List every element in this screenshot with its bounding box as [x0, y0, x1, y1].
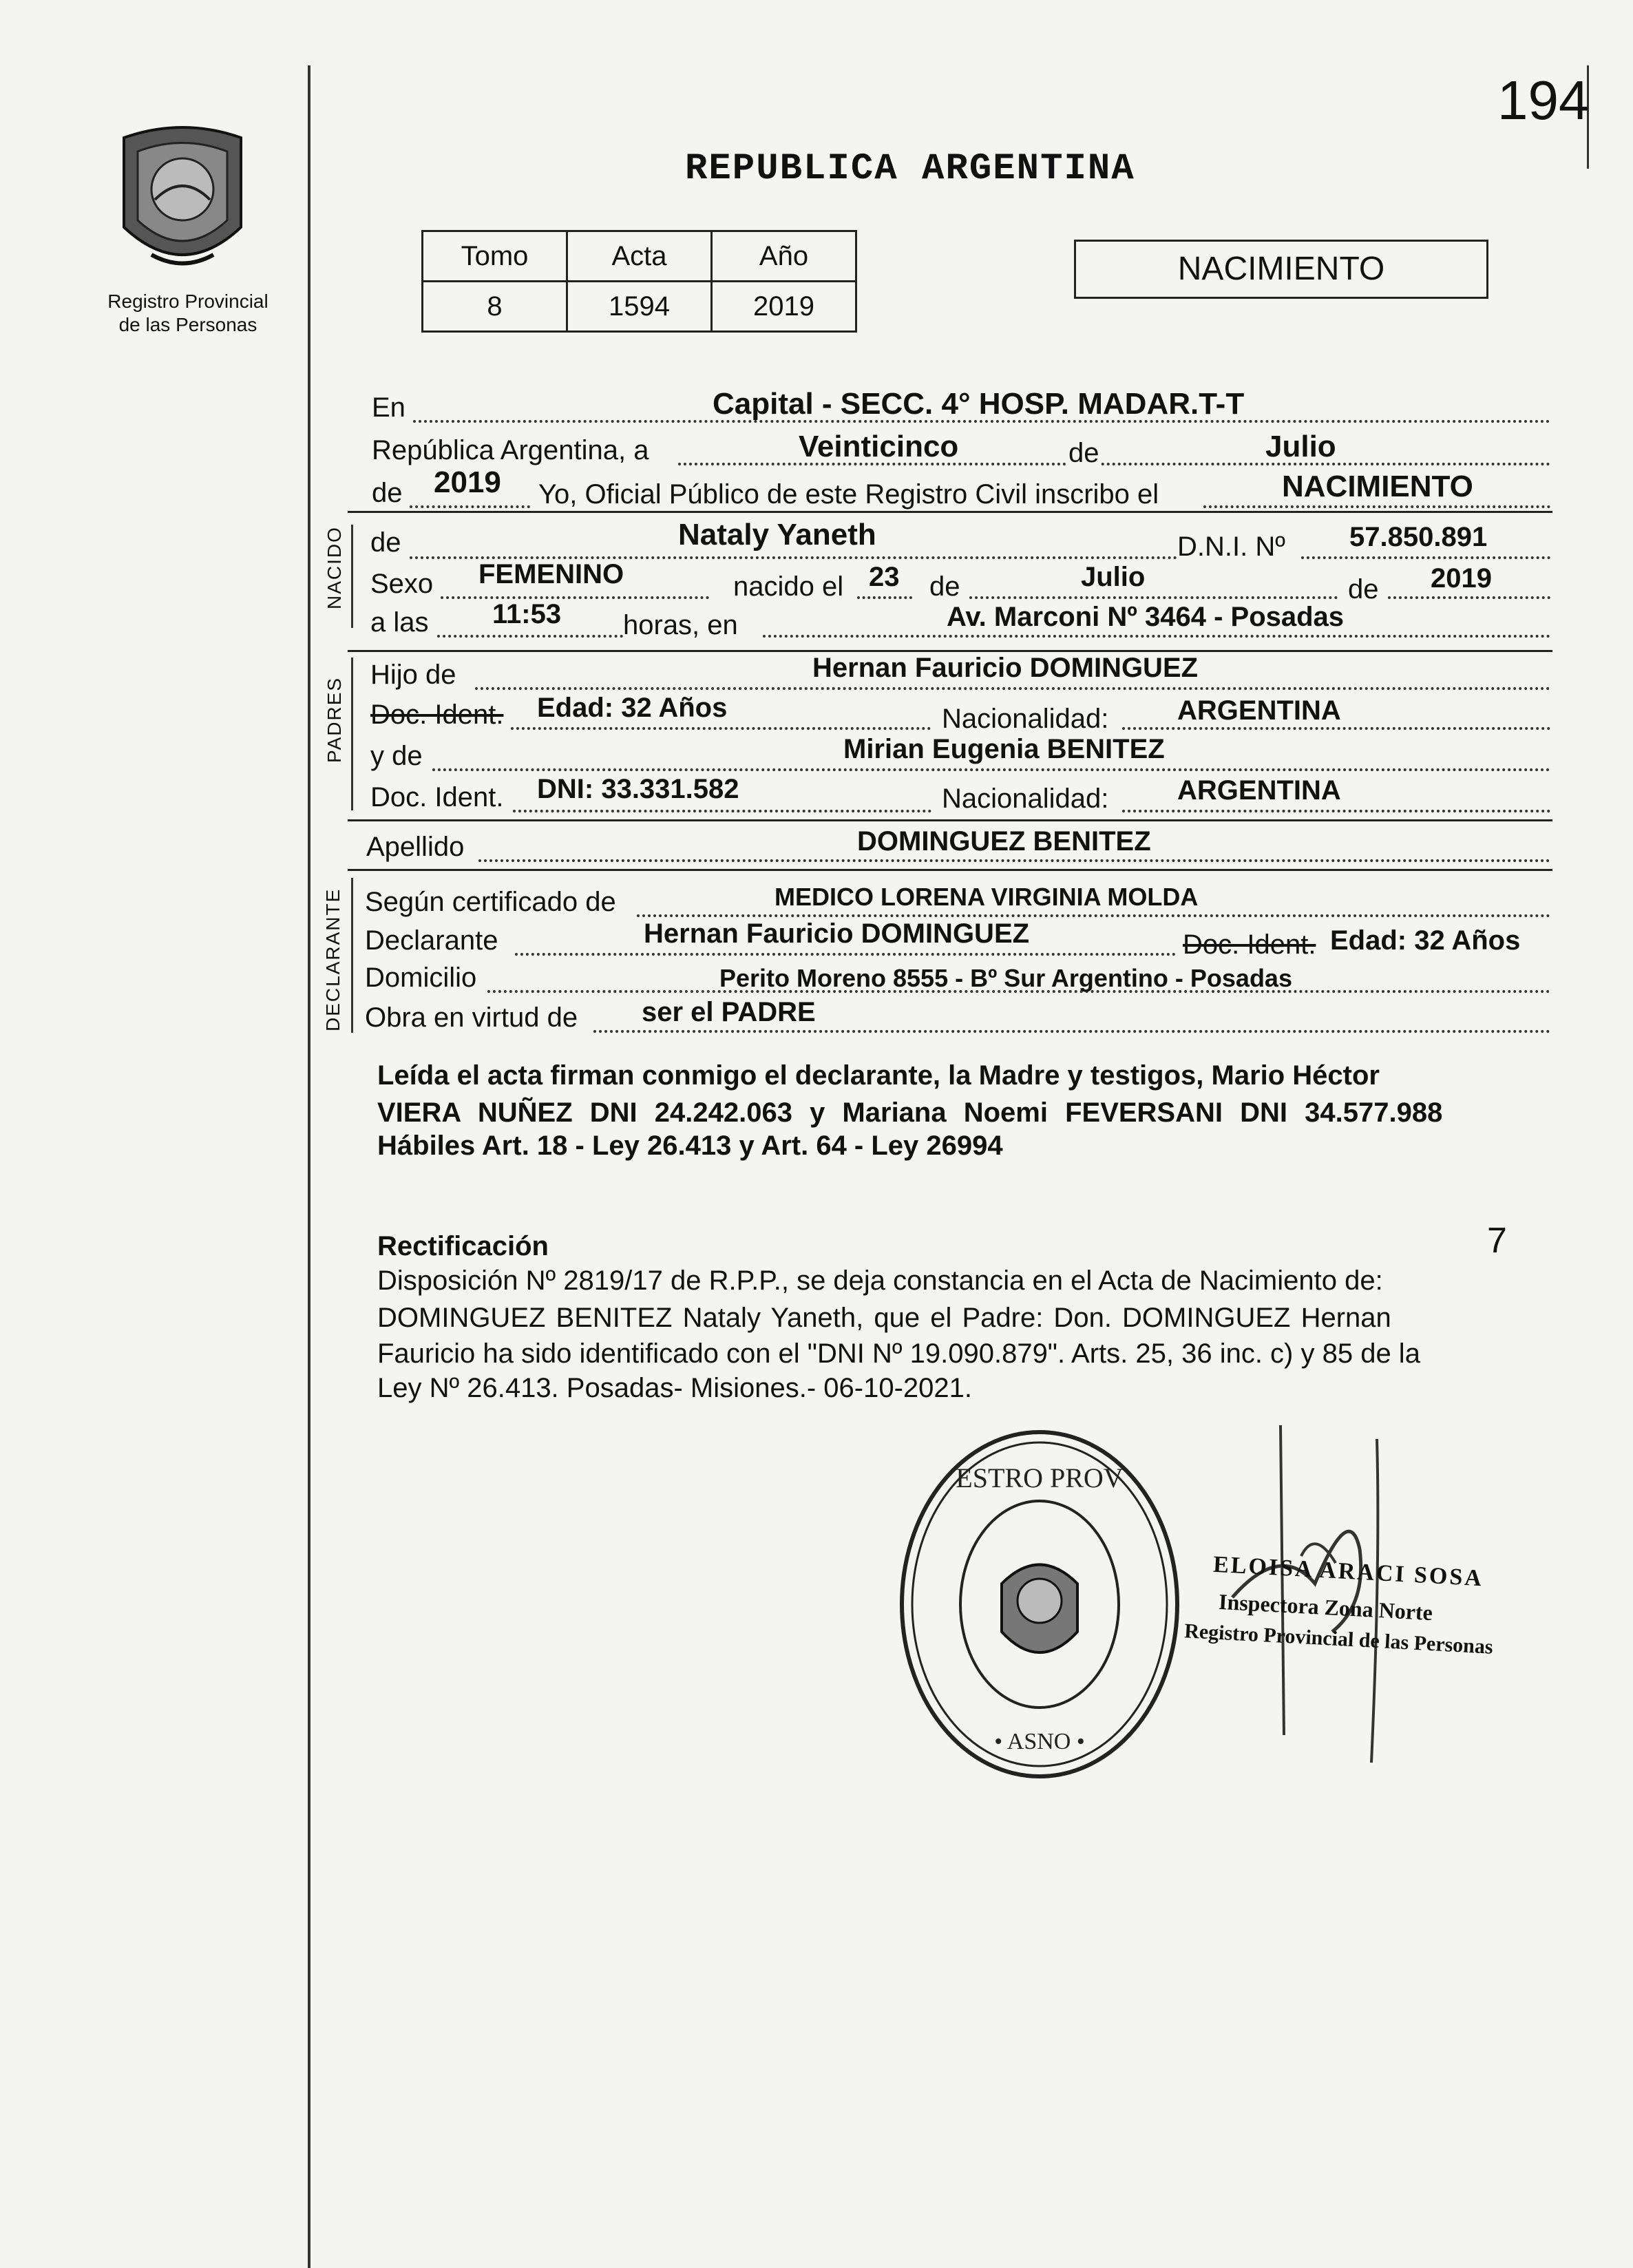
value-ano: 2019 — [712, 282, 856, 332]
doc1-dots — [511, 727, 931, 730]
padres-bar — [351, 658, 353, 810]
rectificacion-number: 7 — [1487, 1221, 1507, 1261]
document-type-box: NACIMIENTO — [1074, 240, 1488, 299]
hijo-label: Hijo de — [370, 660, 456, 690]
sexo-dots — [441, 596, 709, 599]
closing-line-3: Hábiles Art. 18 - Ley 26.413 y Art. 64 - Ley 26994 — [377, 1131, 1003, 1161]
svg-text:ESTRO PROV: ESTRO PROV — [956, 1462, 1124, 1493]
header-acta: Acta — [567, 231, 712, 282]
doc1-nac: ARGENTINA — [1177, 695, 1341, 726]
closing-line-1: Leída el acta firman conmigo el declarante, la Madre y testigos, Mario Héctor — [377, 1060, 1380, 1091]
birth-day: 23 — [869, 562, 900, 592]
hora-label: a las — [370, 607, 429, 638]
left-margin-line — [308, 65, 310, 2268]
apellido-label: Apellido — [366, 832, 465, 862]
dni-dots — [1301, 556, 1550, 559]
yde-value: Mirian Eugenia BENITEZ — [843, 734, 1165, 764]
en-value: Capital - SECC. 4° HOSP. MADAR.T-T — [713, 387, 1245, 421]
doc1-label: Doc. Ident. — [370, 700, 504, 730]
stamp-name: ELOISA ARACI SOSA — [1212, 1551, 1484, 1592]
closing-line-2: VIERA NUÑEZ DNI 24.242.063 y Mariana Noemi FEVERSANI DNI 34.577.988 — [377, 1098, 1443, 1128]
dni-value: 57.850.891 — [1349, 522, 1488, 552]
deyear-text: Yo, Oficial Público de este Registro Civil inscribo el — [538, 479, 1159, 510]
declarante-value: Hernan Fauricio DOMINGUEZ — [644, 918, 1030, 949]
segun-dots — [637, 914, 1550, 917]
sexo-value: FEMENINO — [478, 559, 624, 589]
header-ano: Año — [712, 231, 856, 282]
stamp-org: Registro Provincial de las Personas — [1183, 1619, 1494, 1659]
day-dots — [857, 596, 912, 599]
segun-label: Según certificado de — [365, 887, 616, 917]
side-label-nacido: NACIDO — [324, 526, 345, 609]
svg-text:• ASNO •: • ASNO • — [994, 1729, 1085, 1754]
divider-1 — [348, 511, 1552, 513]
rect-line-4: Ley Nº 26.413. Posadas- Misiones.- 06-10-2021. — [377, 1373, 972, 1403]
rect-line-1: Disposición Nº 2819/17 de R.P.P., se deja constancia en el Acta de Nacimiento de: — [377, 1266, 1383, 1296]
divider-3 — [348, 819, 1552, 821]
declarante-bar — [351, 878, 353, 1033]
divider-2 — [348, 650, 1552, 652]
dni-label: D.N.I. Nº — [1177, 532, 1285, 562]
rep-month: Julio — [1265, 430, 1336, 463]
birth-de1: de — [929, 571, 960, 602]
declarante-edad: Edad: 32 Años — [1330, 925, 1521, 956]
declarante-label: Declarante — [365, 925, 498, 956]
hora-text: horas, en — [623, 610, 738, 640]
stamp-title: Inspectora Zona Norte — [1218, 1588, 1433, 1626]
year-dots — [1388, 596, 1550, 599]
deyear-dots2 — [1203, 505, 1550, 508]
rep-de: de — [1068, 438, 1099, 468]
official-seal — [895, 1425, 1184, 1783]
doc2-dots — [513, 810, 931, 812]
deyear-label: de — [372, 478, 403, 508]
side-label-declarante: DECLARANTE — [322, 888, 344, 1031]
side-label-padres: PADRES — [324, 676, 345, 763]
hora-place: Av. Marconi Nº 3464 - Posadas — [947, 602, 1345, 632]
deyear-dots — [410, 505, 530, 508]
yde-label: y de — [370, 741, 423, 771]
value-acta: 1594 — [567, 282, 712, 332]
doc1-value: Edad: 32 Años — [537, 693, 728, 723]
divider-4 — [348, 869, 1552, 871]
hijo-dots — [475, 687, 1550, 690]
rep-day: Veinticinco — [799, 430, 959, 463]
en-label: En — [372, 392, 405, 423]
header-tomo: Tomo — [423, 231, 567, 282]
province-logo — [110, 124, 255, 282]
rect-line-3: Fauricio ha sido identificado con el "DNI Nº 19.090.879". Arts. 25, 36 inc. c) y 85 de la — [377, 1338, 1420, 1369]
doc2-nac-label: Nacionalidad: — [942, 784, 1109, 814]
declarante-dots — [515, 953, 1176, 956]
doc1-nac-label: Nacionalidad: — [942, 704, 1109, 734]
deyear-value: NACIMIENTO — [1282, 470, 1473, 503]
month-dots — [969, 596, 1338, 599]
logo-caption-2: de las Personas — [118, 314, 257, 335]
registry-table — [421, 230, 857, 333]
deyear-year: 2019 — [434, 465, 501, 499]
rectificacion-title: Rectificación — [377, 1231, 549, 1261]
doc2-nac: ARGENTINA — [1177, 775, 1341, 806]
domicilio-label: Domicilio — [365, 963, 477, 993]
dename-value: Nataly Yaneth — [678, 518, 876, 552]
apellido-dots — [478, 859, 1550, 862]
obra-value: ser el PADRE — [642, 997, 816, 1027]
document-heading: REPUBLICA ARGENTINA — [685, 148, 1135, 190]
segun-value: MEDICO LORENA VIRGINIA MOLDA — [775, 883, 1199, 911]
doc2-label: Doc. Ident. — [370, 782, 504, 812]
value-tomo: 8 — [423, 282, 567, 332]
apellido-value: DOMINGUEZ BENITEZ — [857, 826, 1151, 857]
birth-month: Julio — [1081, 562, 1146, 592]
rep-label: República Argentina, a — [372, 435, 649, 465]
nacido-bar — [351, 525, 353, 628]
rect-line-2: DOMINGUEZ BENITEZ Nataly Yaneth, que el Padre: Don. DOMINGUEZ Hernan — [377, 1303, 1391, 1333]
hora-time: 11:53 — [492, 599, 562, 629]
hora-dots — [437, 635, 623, 638]
nacido-label: nacido el — [733, 571, 844, 602]
doc1-nac-dots — [1122, 727, 1550, 730]
doc2-nac-dots — [1122, 810, 1550, 812]
page-number: 194 — [1497, 70, 1590, 131]
birth-year: 2019 — [1431, 563, 1492, 594]
declarante-doc: Doc. Ident. — [1183, 930, 1316, 960]
doc2-value: DNI: 33.331.582 — [537, 774, 739, 804]
obra-dots — [593, 1030, 1550, 1033]
birth-de2: de — [1348, 574, 1379, 605]
obra-label: Obra en virtud de — [365, 1002, 578, 1033]
place-dots — [763, 635, 1550, 638]
hijo-value: Hernan Fauricio DOMINGUEZ — [812, 653, 1199, 683]
dename-label: de — [370, 527, 401, 558]
yde-dots — [432, 768, 1550, 771]
domicilio-value: Perito Moreno 8555 - Bº Sur Argentino - Posadas — [719, 964, 1292, 992]
logo-caption-1: Registro Provincial — [107, 291, 268, 312]
sexo-label: Sexo — [370, 569, 434, 599]
